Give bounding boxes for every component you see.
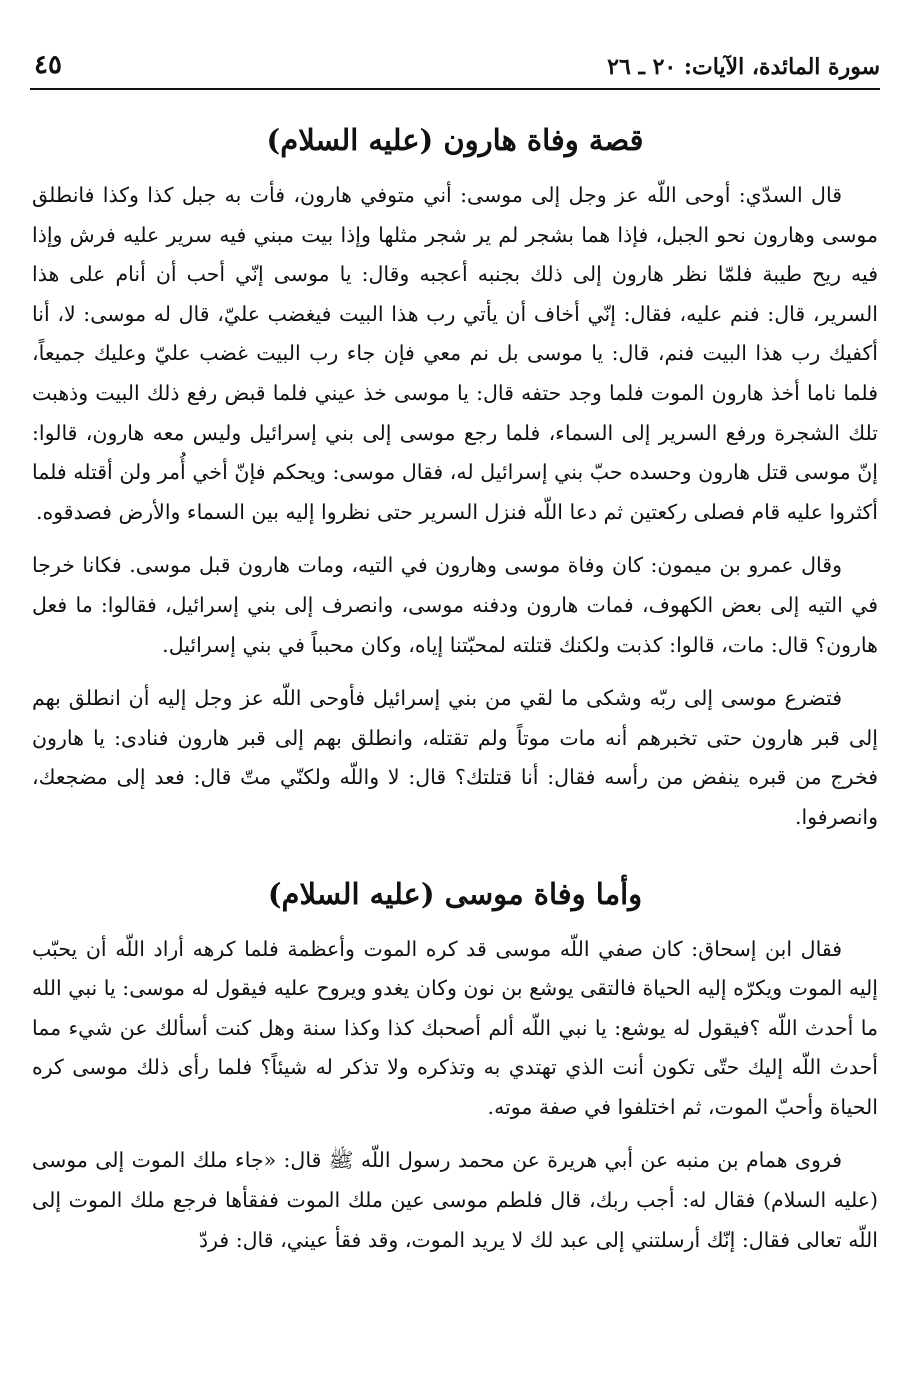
running-header bbox=[30, 48, 880, 90]
section-heading-haroun: قصة وفاة هارون (عليه السلام) bbox=[266, 123, 644, 157]
paragraph-amr-ibn-maymun: وقال عمرو بن ميمون: كان وفاة موسى وهارون في التيه، ومات هارون قبل موسى. فكانا خرجا في التيه إلى بعض الكهوف، فمات هارون ودفنه موسى، وانصرف إلى بني إسرائيل، فقالوا: ما فعل هارون؟ قال: مات، قالوا: كذبت ولكنك قتلته لمحبّتنا إياه، وكان محبباً في بني إسرائيل. bbox=[32, 553, 878, 657]
running-title: سورة المائدة، الآيات: ٢٠ ـ ٢٦ bbox=[607, 54, 880, 80]
paragraph-suddi: قال السدّي: أوحى اللّه عز وجل إلى موسى: أني متوفي هارون، فأت به جبل كذا وكذا فانطلق موسى وهارون نحو الجبل، فإذا هما بشجر لم ير شجر مثلها وإذا بيت مبني فيه سرير عليه فرش وإذا فيه ريح طيبة فلمّا نظر هارون إلى ذلك بجنبه أعجبه وقال: يا موسى إنّي أحب أن أنام على هذا السرير، قال: فنم عليه، فقال: إنّي أخاف أن يأتي رب هذا البيت فيغضب عليّ، قال له موسى: لا، أنا أكفيك رب هذا البيت فنم، قال: يا موسى بل نم معي فإن جاء رب البيت غضب عليّ وعليك جميعاً، فلما ناما أخذ هارون الموت فلما وجد حتفه قال: يا موسى خذ عيني فلما قبض رفع ذلك البيت وذهبت تلك الشجرة ورفع السرير إلى السماء، فلما رجع موسى إلى بني إسرائيل وليس معه هارون، قالوا: إنّ موسى قتل هارون وحسده حبّ بني إسرائيل له، فقال موسى: ويحكم فإنّ أخي أُمر ولن أقتله فلما أكثروا عليه قام فصلى ركعتين ثم دعا اللّه فنزل السرير حتى نظروا إليه بين السماء والأرض فصدقوه. bbox=[32, 183, 878, 524]
page-number: ٤٥ bbox=[34, 50, 62, 80]
paragraph-hammam-hadith: فروى همام بن منبه عن أبي هريرة عن محمد رسول اللّه ﷺ قال: «جاء ملك الموت إلى موسى (عليه السلام) فقال له: أجب ربك، قال فلطم موسى عين ملك الموت ففقأها فرجع ملك الموت إلى اللّه تعالى فقال: إنّك أرسلتني إلى عبد لك لا يريد الموت، وقد فقأ عيني، قال: فردّ bbox=[32, 1148, 878, 1252]
paragraph-ibn-ishaq: فقال ابن إسحاق: كان صفي اللّه موسى قد كره الموت وأعظمة فلما كرهه أراد اللّه أن يحبّب إليه الموت ويكرّه إليه الحياة فالتقى يوشع بن نون وكان يغدو ويروح عليه فيقول له موسى: يا نبي الله ما أحدث اللّه ؟فيقول له يوشع: يا نبي اللّه ألم أصحبك كذا وكذا سنة وهل كنت أسألك عن شيء مما أحدث اللّه إليك حتّى تكون أنت الذي تهتدي به وتذكره ولا تذكر له شيئاً؟ فلما رأى ذلك موسى كره الحياة وأحبّ الموت، ثم اختلفوا في صفة موته. bbox=[32, 936, 878, 1119]
section-heading-musa: وأما وفاة موسى (عليه السلام) bbox=[267, 876, 643, 911]
paragraph-musa-prays: فتضرع موسى إلى ربّه وشكى ما لقي من بني إسرائيل فأوحى اللّه عز وجل إليه أن انطلق بهم إلى قبر هارون حتى تخبرهم أنه مات موتاً ولم تقتله، وانطلق بهم إلى قبر هارون فنادى: يا هارون فخرج من قبره ينفض من رأسه فقال: أنا قتلتك؟ قال: لا واللّه ولكنّي متّ قال: فعد إلى مضجعك، وانصرفوا. bbox=[32, 686, 878, 829]
page-content bbox=[32, 118, 878, 1274]
